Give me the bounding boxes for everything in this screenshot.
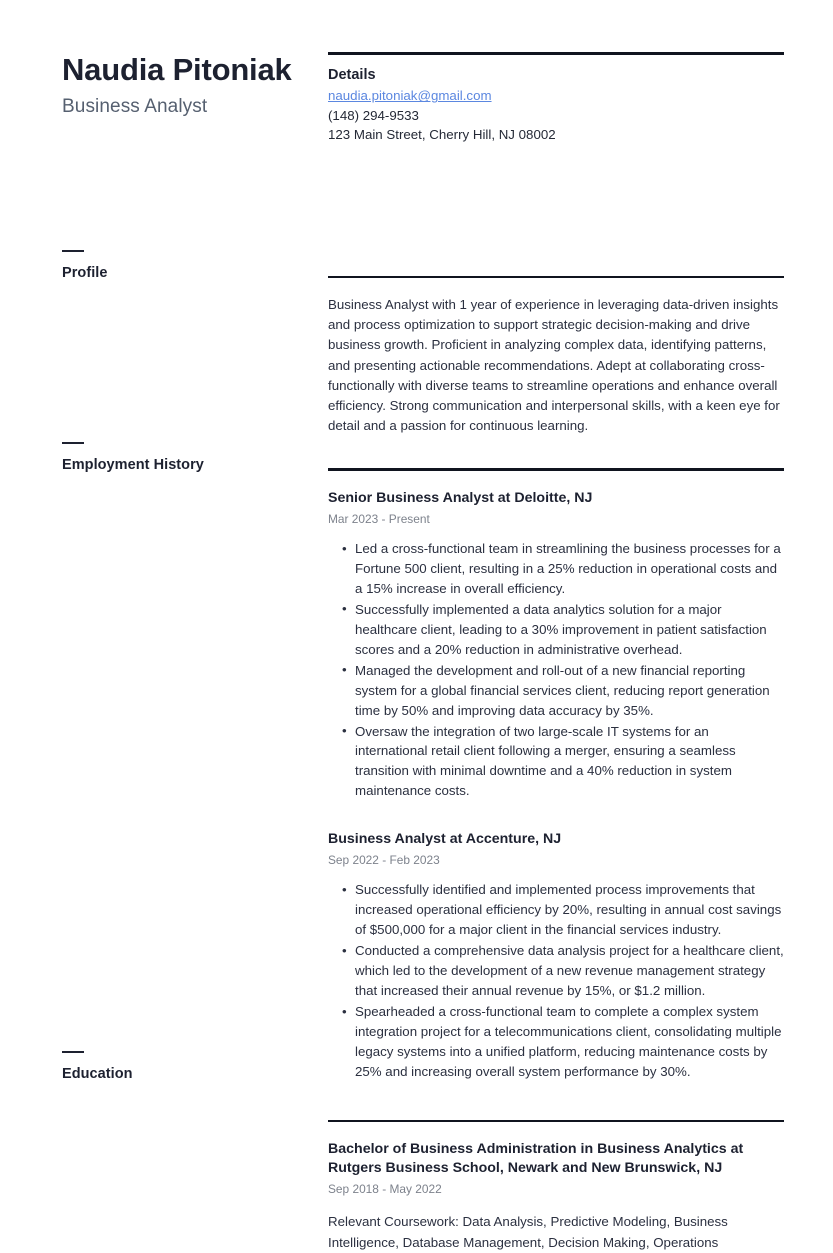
employment-date: Sep 2022 - Feb 2023: [328, 853, 440, 868]
sidebar-label-education: Education: [62, 1065, 133, 1082]
employment-entry: [328, 489, 784, 801]
employment-date: Mar 2023 - Present: [328, 511, 430, 526]
sidebar-section-education: [62, 1051, 312, 1083]
section-divider: [328, 52, 784, 55]
employment-title: Senior Business Analyst at Deloitte, NJ: [328, 489, 593, 506]
sidebar-section-profile: [62, 250, 312, 282]
list-item: • Conducted a comprehensive data analysis project for a healthcare client, which led to the development of a new revenue management strategy that increased their annual revenue by 15%, or $1.2 million.: [328, 941, 784, 1001]
candidate-header: [62, 52, 312, 119]
dash-icon: [62, 1051, 84, 1053]
right-column: [328, 52, 784, 1253]
phone-text: (148) 294-9533: [328, 107, 419, 123]
dash-icon: [62, 250, 84, 252]
section-profile: [328, 276, 784, 437]
section-education: [328, 1120, 784, 1253]
employment-title: Business Analyst at Accenture, NJ: [328, 831, 562, 848]
profile-text: Business Analyst with 1 year of experience in leveraging data-driven insights and process optimization to support strategic decision-making and drive business growth. Proficient in analyzing complex data, identifying patterns, and presenting actionable recommendations. Adept at collaborating cross-functionally with diverse teams to streamline operations and enhance overall efficiency. Strong communication and interpersonal skills, with a keen eye for detail and a passion for continuous learning.: [328, 297, 780, 434]
section-details: [328, 52, 784, 145]
employment-entry: [328, 830, 784, 1082]
education-title: Bachelor of Business Administration in Business Analytics at Rutgers Business School, Newark and New Brunswick, NJ: [328, 1141, 744, 1177]
candidate-name: Naudia Pitoniak: [62, 52, 292, 87]
list-item: • Managed the development and roll-out of a new financial reporting system for a global financial services client, reducing report generation time by 50% and improving data accuracy by 35%.: [328, 661, 784, 721]
dash-icon: [62, 442, 84, 444]
employment-bullets: [328, 539, 784, 801]
section-employment-history: [328, 468, 784, 1081]
education-entry: [328, 1140, 784, 1252]
details-list: [328, 86, 784, 144]
list-item: • Spearheaded a cross-functional team to complete a complex system integration project for a telecommunications client, consolidating multiple legacy systems into a unified platform, reducing maintenance costs by 25% and increasing overall system performance by 30%.: [328, 1002, 784, 1082]
list-item: • Led a cross-functional team in streamlining the business processes for a Fortune 500 client, resulting in a 25% reduction in operational costs and a 15% increase in overall efficiency.: [328, 539, 784, 599]
section-divider: [328, 1120, 784, 1123]
left-column: [62, 52, 328, 1253]
list-item: • Successfully identified and implemented process improvements that increased operational efficiency by 20%, resulting in annual cost savings of $500,000 for a major client in the financial services industry.: [328, 880, 784, 940]
section-divider: [328, 468, 784, 471]
address-text: 123 Main Street, Cherry Hill, NJ 08002: [328, 127, 556, 143]
sidebar-section-employment-history: [62, 442, 312, 474]
education-description: Relevant Coursework: Data Analysis, Predictive Modeling, Business Intelligence, Database Management, Decision Making, Operations: [328, 1214, 728, 1250]
details-heading: Details: [328, 66, 376, 83]
sidebar-label-profile: Profile: [62, 265, 108, 282]
sidebar-label-employment-history: Employment History: [62, 457, 204, 474]
email-link[interactable]: naudia.pitoniak@gmail.com: [328, 88, 492, 104]
employment-bullets: [328, 880, 784, 1081]
list-item: • Successfully implemented a data analytics solution for a major healthcare client, leading to a 30% improvement in patient satisfaction scores and a 20% reduction in administrative overhead.: [328, 600, 784, 660]
list-item: • Oversaw the integration of two large-scale IT systems for an international retail client following a merger, ensuring a seamless transition with minimal downtime and a 40% reduction in system maintenance costs.: [328, 722, 784, 802]
education-date: Sep 2018 - May 2022: [328, 1182, 442, 1197]
section-divider: [328, 276, 784, 279]
candidate-job-title: Business Analyst: [62, 95, 208, 117]
